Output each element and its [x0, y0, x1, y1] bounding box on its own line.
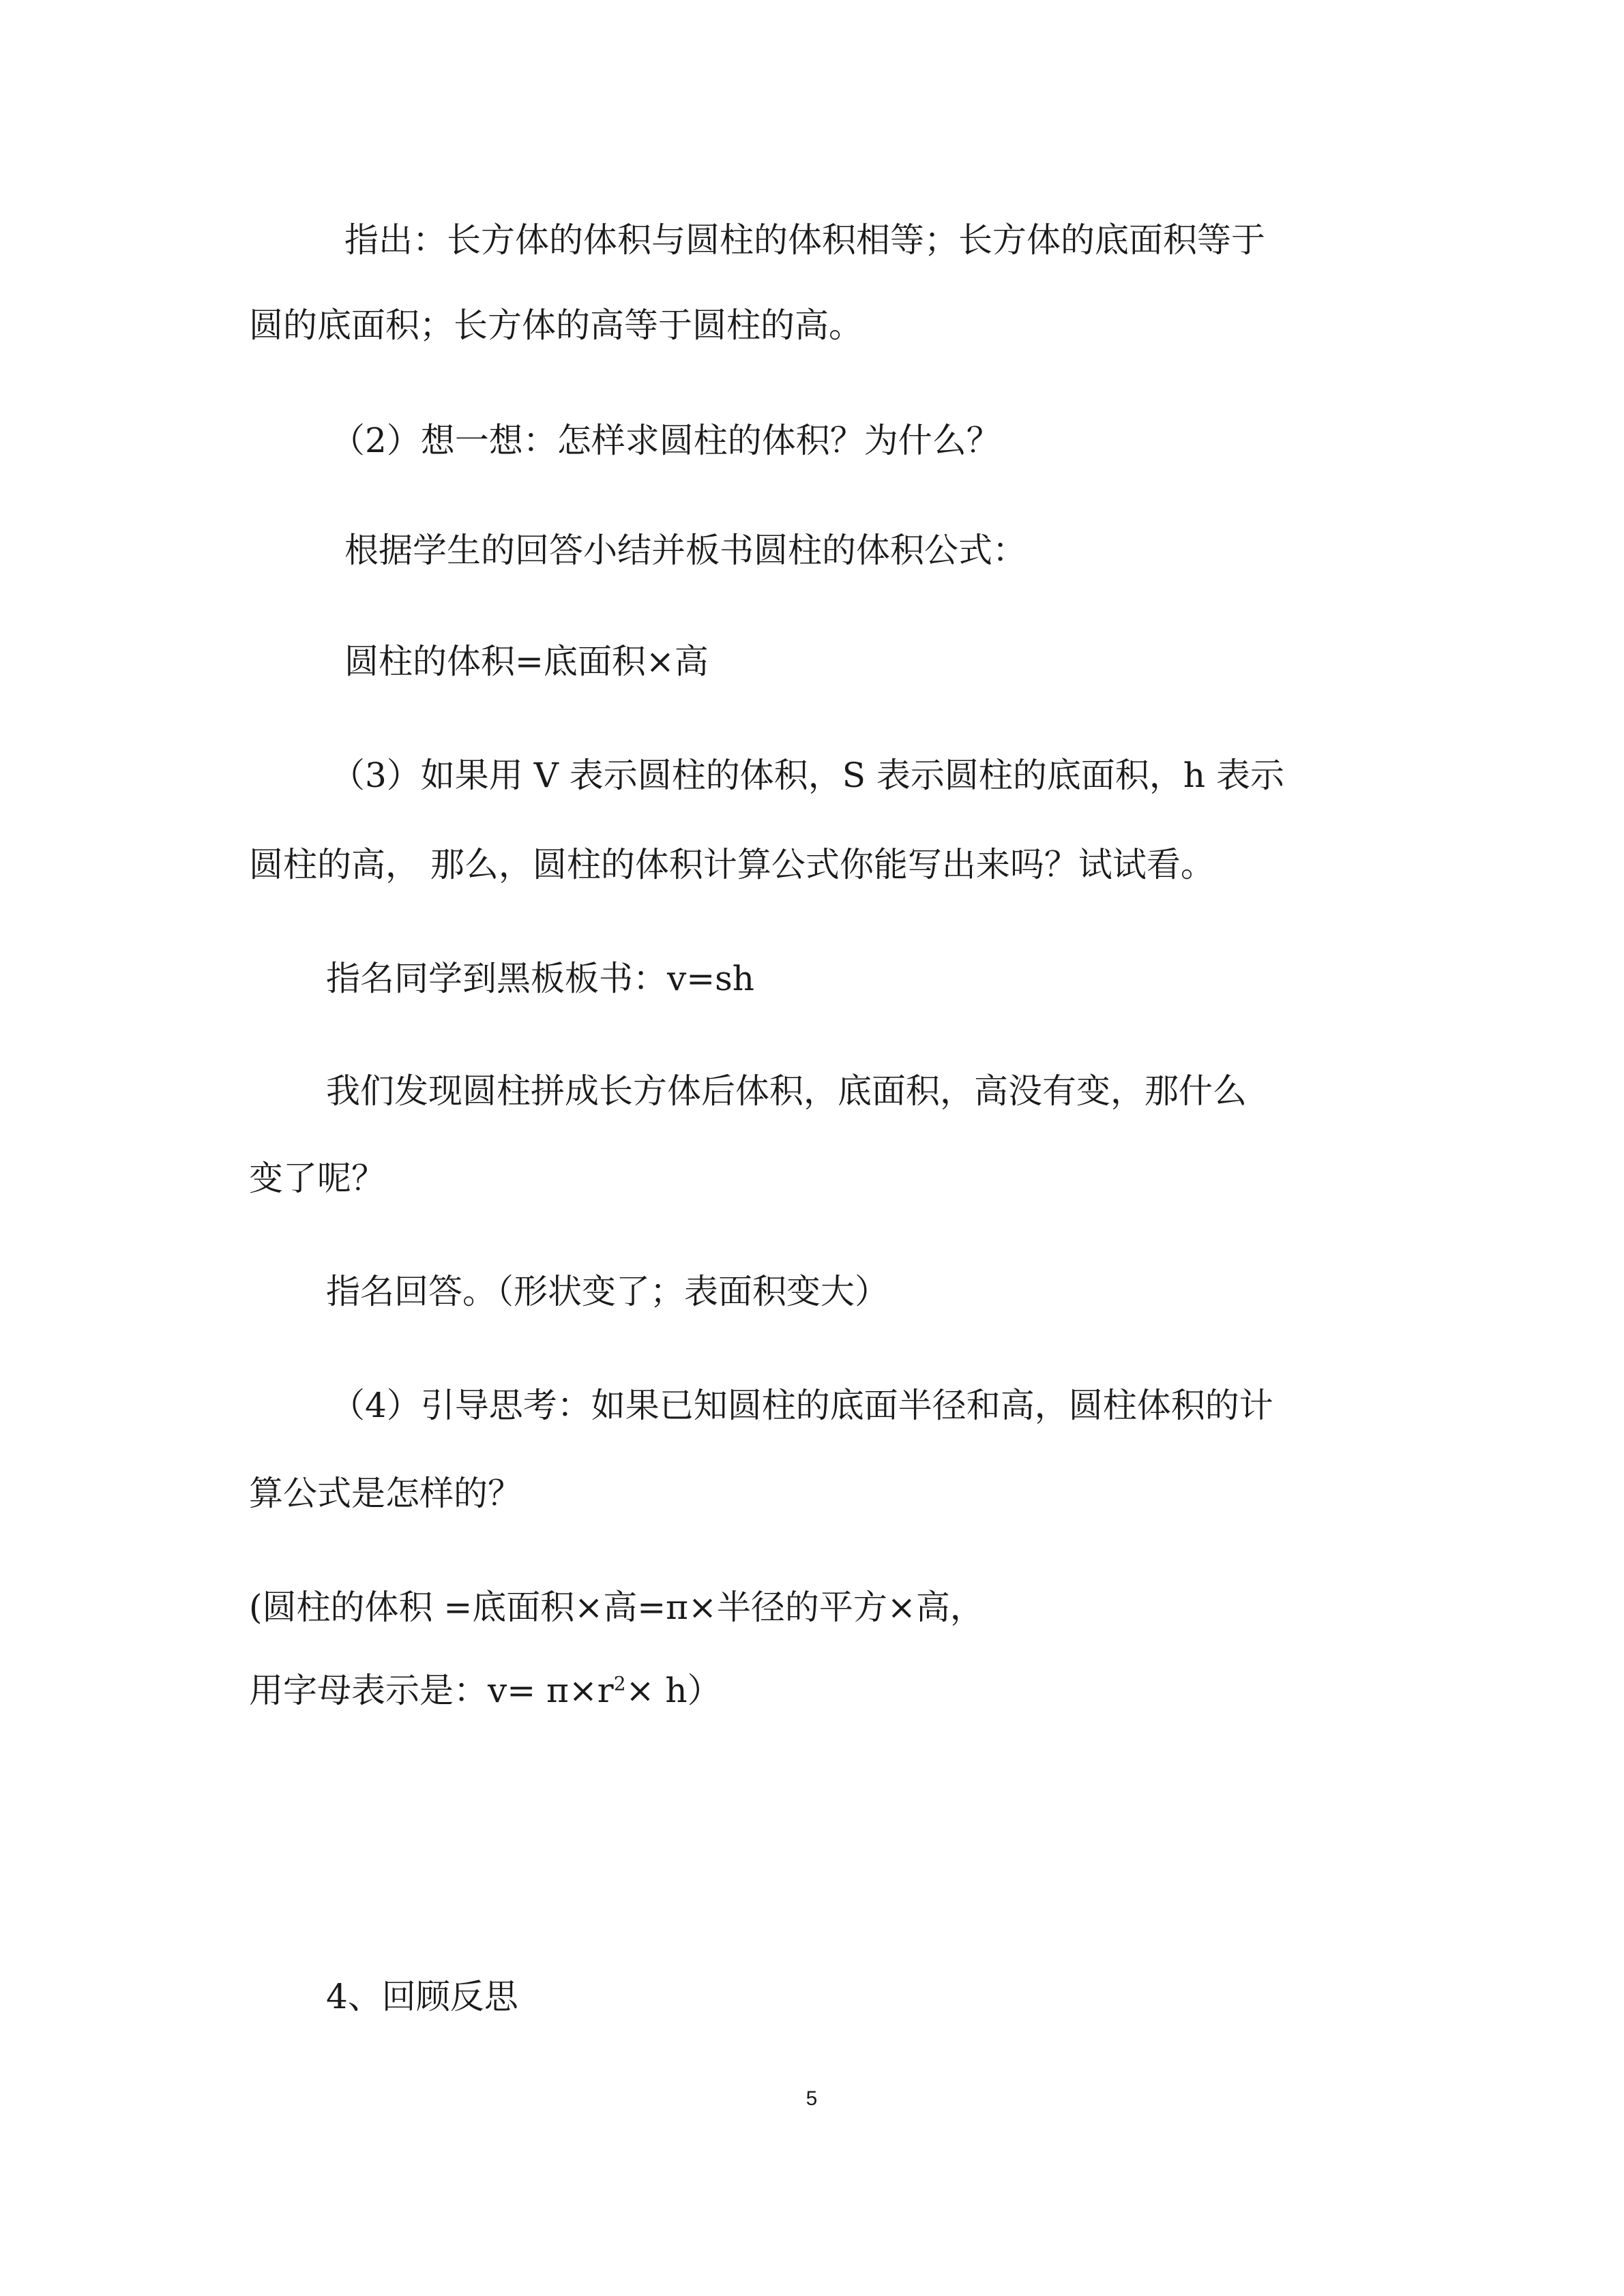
- formula-exponent: 2: [613, 1672, 626, 1695]
- formula-prefix: 用字母表示是：v= π×r: [249, 1671, 614, 1710]
- paragraph-line-5: （3）如果用 V 表示圆柱的体积，S 表示圆柱的底面积，h 表示: [331, 756, 1284, 795]
- formula-line-2: [249, 1670, 722, 1711]
- page-number: 5: [806, 2087, 818, 2110]
- paragraph-line-3: （2）想一想：怎样求圆柱的体积？为什么？: [331, 421, 1001, 460]
- paragraph-line-1: 指出：长方体的体积与圆柱的体积相等；长方体的底面积等于: [344, 220, 1265, 260]
- section-heading: 4、回顾反思: [326, 1977, 518, 2016]
- paragraph-line-8: 我们发现圆柱拼成长方体后体积，底面积，高没有变，那什么: [326, 1071, 1247, 1111]
- paragraph-line-9: 变了呢？: [249, 1159, 385, 1198]
- paragraph-line-7: 指名同学到黑板板书：v=sh: [326, 959, 755, 998]
- paragraph-line-10: 指名回答。（形状变了；表面积变大）: [326, 1272, 889, 1311]
- paragraph-line-12: 算公式是怎样的？: [249, 1474, 522, 1513]
- paragraph-line-4: 根据学生的回答小结并板书圆柱的体积公式：: [344, 531, 1027, 570]
- paragraph-line-6: 圆柱的高， 那么，圆柱的体积计算公式你能写出来吗？试试看。: [249, 845, 1215, 884]
- paragraph-line-11: （4）引导思考：如果已知圆柱的底面半径和高，圆柱体积的计: [331, 1386, 1273, 1425]
- paragraph-line-2: 圆的底面积；长方体的高等于圆柱的高。: [249, 305, 863, 345]
- formula-suffix: × h）: [625, 1671, 722, 1710]
- formula-line-1: 圆柱的体积=底面积×高: [344, 642, 709, 681]
- paragraph-line-13: (圆柱的体积 =底面积×高=π×半径的平方×高，: [249, 1587, 984, 1627]
